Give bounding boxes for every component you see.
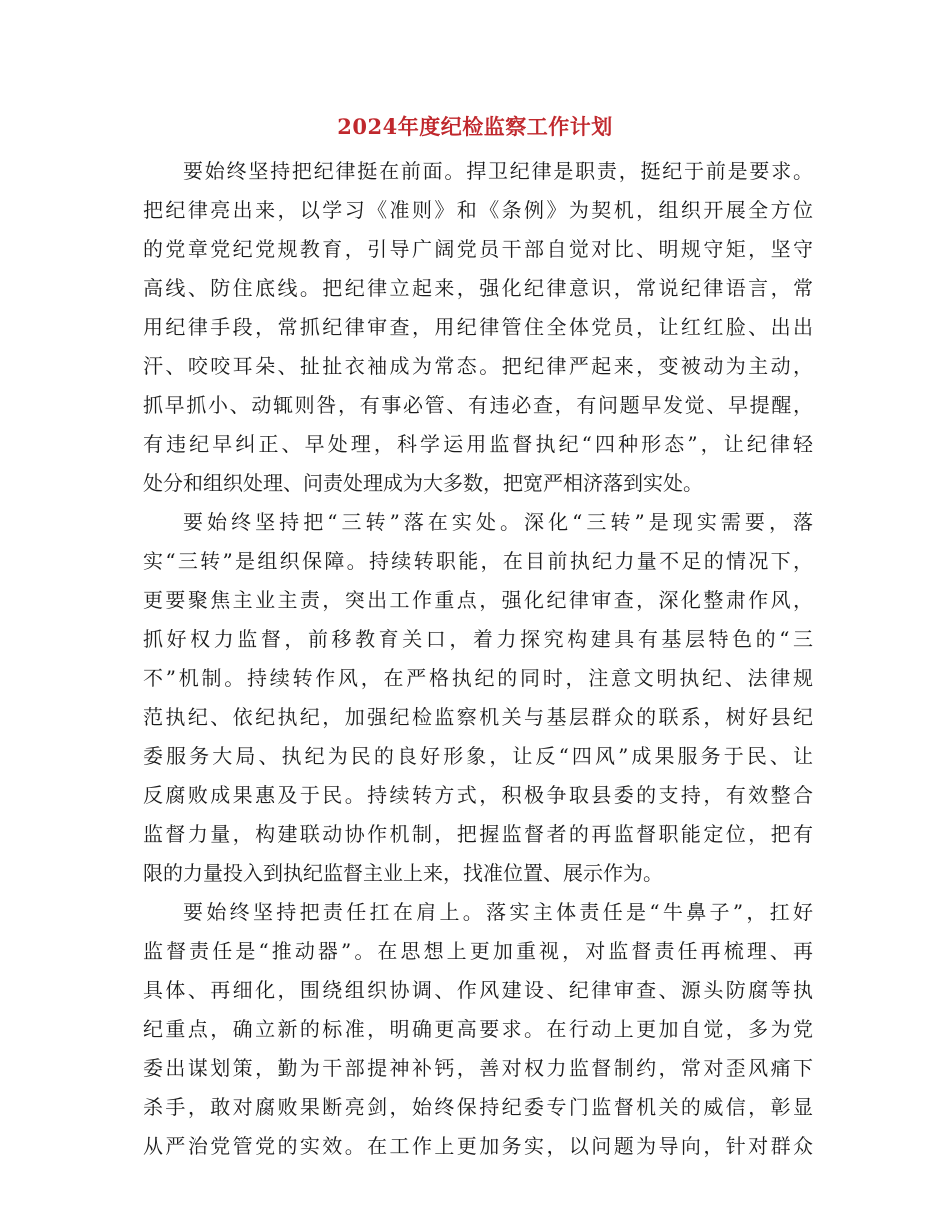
text-line: 限的力量投入到执纪监督主业上来，找准位置、展示作为。 xyxy=(143,861,663,885)
text-line: 杀手，敢对腐败果断亮剑，始终保持纪委专门监督机关的威信，彰显 xyxy=(143,1095,813,1119)
text-line: 抓早抓小、动辄则咎，有事必管、有违必查，有问题早发觉、早提醒， xyxy=(143,393,813,417)
text-line: 汗、咬咬耳朵、扯扯衣袖成为常态。把纪律严起来，变被动为主动， xyxy=(143,354,813,378)
text-line: 具体、再细化，围绕组织协调、作风建设、纪律审查、源头防腐等执 xyxy=(143,978,813,1002)
text-line: 处分和组织处理、问责处理成为大多数，把宽严相济落到实处。 xyxy=(143,471,703,495)
text-line: 范执纪、依纪执纪，加强纪检监察机关与基层群众的联系，树好县纪 xyxy=(143,705,813,729)
text-line: 纪重点，确立新的标准，明确更高要求。在行动上更加自觉，多为党 xyxy=(143,1017,813,1041)
text-line: 监督责任是“推动器”。在思想上更加重视，对监督责任再梳理、再 xyxy=(143,939,813,963)
text-line: 更要聚焦主业主责，突出工作重点，强化纪律审查，深化整肃作风， xyxy=(143,588,813,612)
text-line: 委出谋划策，勤为干部提神补钙，善对权力监督制约，常对歪风痛下 xyxy=(143,1056,813,1080)
text-line: 要始终坚持把责任扛在肩上。落实主体责任是“牛鼻子”，扛好 xyxy=(183,900,813,924)
text-line: 不”机制。持续转作风，在严格执纪的同时，注意文明执纪、法律规 xyxy=(143,666,813,690)
text-line: 要始终坚持把纪律挺在前面。捍卫纪律是职责，挺纪于前是要求。 xyxy=(183,159,813,183)
text-line: 抓好权力监督，前移教育关口，着力探究构建具有基层特色的“三 xyxy=(143,627,813,651)
text-line: 有违纪早纠正、早处理，科学运用监督执纪“四种形态”，让纪律轻 xyxy=(143,432,813,456)
document-title: 2024年度纪检监察工作计划 xyxy=(337,114,613,139)
text-line: 把纪律亮出来，以学习《准则》和《条例》为契机，组织开展全方位 xyxy=(143,198,813,222)
text-line: 反腐败成果惠及于民。持续转方式，积极争取县委的支持，有效整合 xyxy=(143,783,813,807)
text-line: 委服务大局、执纪为民的良好形象，让反“四风”成果服务于民、让 xyxy=(143,744,813,768)
text-line: 从严治党管党的实效。在工作上更加务实，以问题为导向，针对群众 xyxy=(143,1134,813,1158)
text-line: 要始终坚持把“三转”落在实处。深化“三转”是现实需要，落 xyxy=(183,510,813,534)
text-line: 监督力量，构建联动协作机制，把握监督者的再监督职能定位，把有 xyxy=(143,822,813,846)
document-body xyxy=(143,152,813,1166)
text-line: 高线、防住底线。把纪律立起来，强化纪律意识，常说纪律语言，常 xyxy=(143,276,813,300)
text-line: 用纪律手段，常抓纪律审查，用纪律管住全体党员，让红红脸、出出 xyxy=(143,315,813,339)
text-line: 的党章党纪党规教育，引导广阔党员干部自觉对比、明规守矩，坚守 xyxy=(143,237,813,261)
text-line: 实“三转”是组织保障。持续转职能，在目前执纪力量不足的情况下， xyxy=(143,549,813,573)
